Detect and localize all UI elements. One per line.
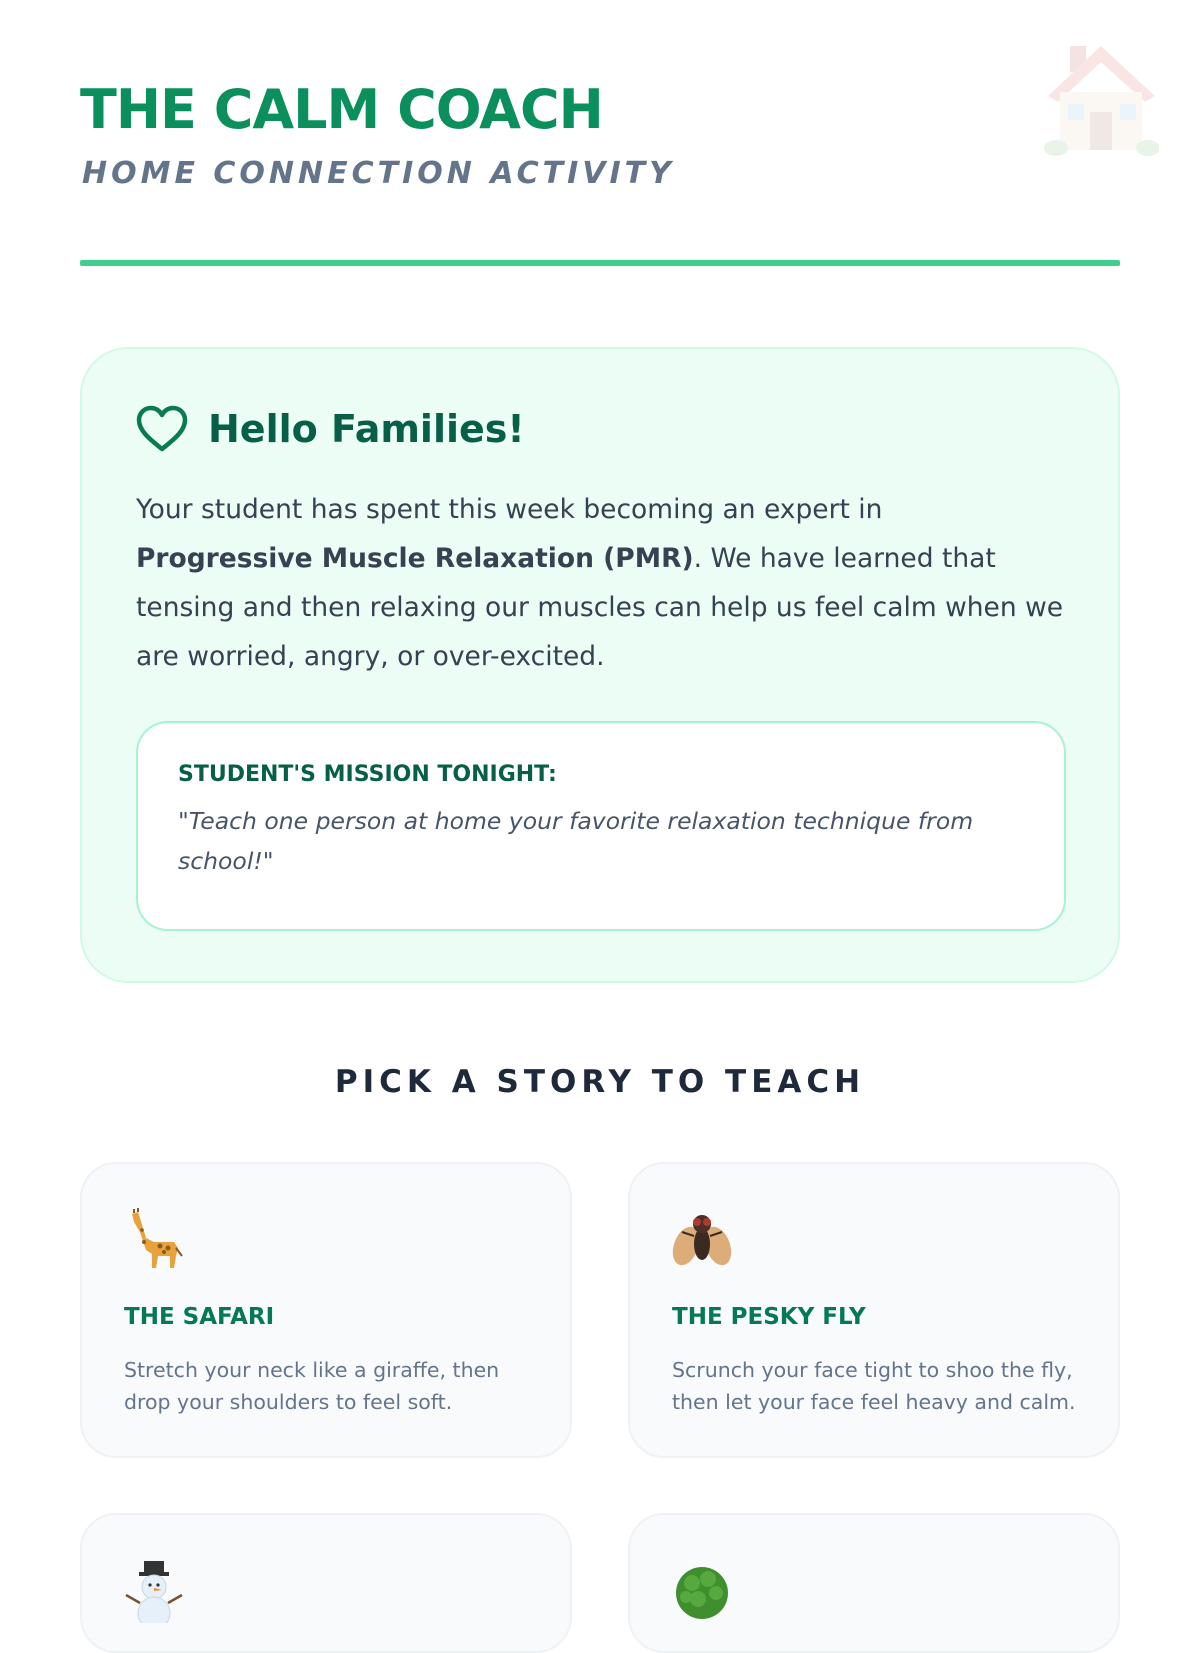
welcome-card bbox=[80, 347, 1120, 983]
story-card-snowman[interactable] bbox=[80, 1513, 572, 1653]
greeting-row bbox=[136, 405, 525, 453]
giraffe-icon bbox=[124, 1208, 184, 1272]
greeting-heading: Hello Families! bbox=[208, 407, 525, 451]
intro-text-end: . We have learned that tensing and then relaxing our muscles can help us feel calm when we are worried, angry, or over-excited. bbox=[136, 543, 1064, 672]
header-divider bbox=[80, 260, 1120, 266]
intro-text-start: Your student has spent this week becoming an expert in bbox=[136, 494, 883, 525]
story-title: THE PESKY FLY bbox=[672, 1304, 866, 1330]
story-card-safari[interactable] bbox=[80, 1162, 572, 1458]
mission-box bbox=[136, 721, 1066, 931]
house-icon bbox=[1044, 40, 1159, 160]
broccoli-tree-icon bbox=[672, 1559, 732, 1623]
page-title: THE CALM COACH bbox=[80, 78, 603, 141]
fly-icon bbox=[672, 1208, 732, 1272]
page-subtitle: HOME CONNECTION ACTIVITY bbox=[82, 156, 675, 191]
story-description: Stretch your neck like a giraffe, then drop your shoulders to feel soft. bbox=[124, 1358, 500, 1414]
story-card-tree[interactable] bbox=[628, 1513, 1120, 1653]
snowman-icon bbox=[124, 1559, 184, 1623]
heart-icon bbox=[136, 405, 188, 453]
mission-quote: "Teach one person at home your favorite relaxation technique from school!" bbox=[178, 807, 974, 875]
page-header bbox=[80, 78, 1120, 192]
story-card-pesky-fly[interactable] bbox=[628, 1162, 1120, 1458]
story-title: THE SAFARI bbox=[124, 1304, 275, 1330]
stories-section-title: PICK A STORY TO TEACH bbox=[334, 1064, 866, 1100]
intro-text-highlight: Progressive Muscle Relaxation (PMR) bbox=[136, 543, 694, 574]
intro-paragraph bbox=[136, 485, 1066, 681]
mission-label: STUDENT'S MISSION TONIGHT: bbox=[178, 762, 557, 787]
story-description: Scrunch your face tight to shoo the fly, then let your face feel heavy and calm. bbox=[672, 1358, 1076, 1414]
